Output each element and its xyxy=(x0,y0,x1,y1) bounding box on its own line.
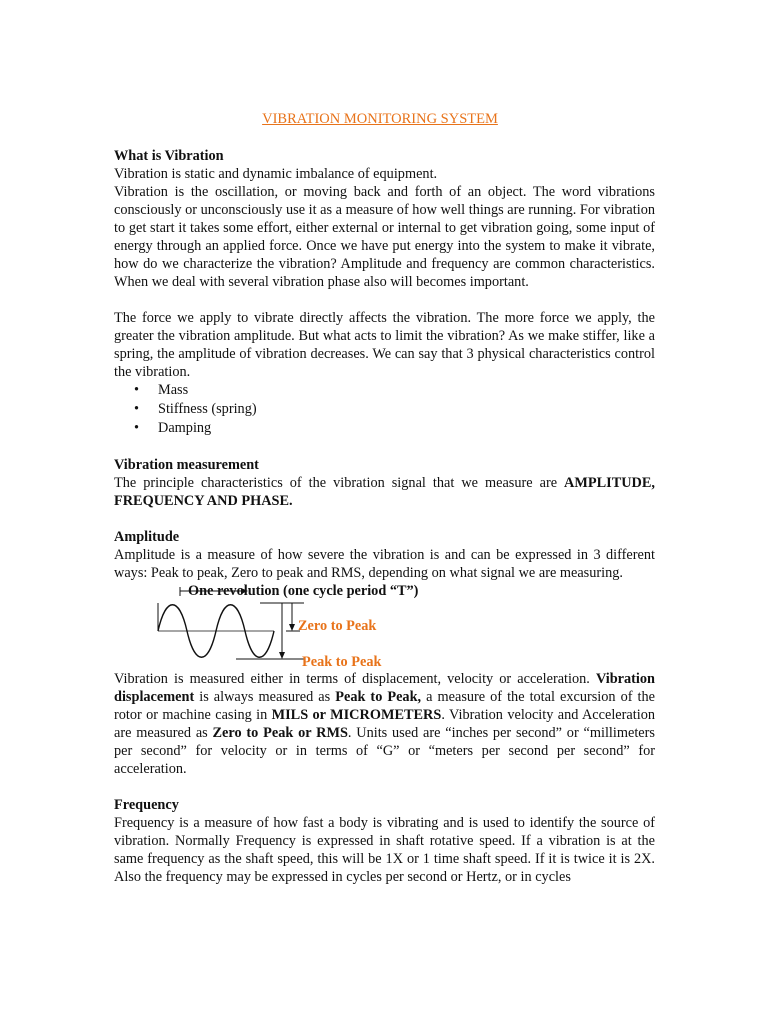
heading-frequency: Frequency xyxy=(114,797,179,813)
list-item: • Damping xyxy=(134,420,212,436)
zero-to-peak-arrowhead xyxy=(289,624,295,631)
amplitude-figure xyxy=(114,582,655,670)
list-item: • Mass xyxy=(134,382,189,398)
vibration-paragraph-1: Vibration is the oscillation, or moving back and forth of an object. The word vibrations consciously or unconsciously use it as a measure of how well things are running. For vibration to get start it takes some effort, either external or internal to get vibration going, some input of energy through an applied force. Once we have put energy into the system to make it vibrate, how do we characterize the vibration? Amplitude and frequency are common characteristics. When we deal with several vibration phase also will becomes important. xyxy=(114,184,655,290)
document-title: VIBRATION MONITORING SYSTEM xyxy=(262,111,498,127)
measurement-paragraph: The principle characteristics of the vibration signal that we measure are AMPLITUDE, FREQUENCY AND PHASE. xyxy=(114,475,655,509)
heading-amplitude: Amplitude xyxy=(114,529,180,545)
frequency-paragraph: Frequency is a measure of how fast a body is vibrating and is used to identify the source of vibration. Normally Frequency is expressed in shaft rotative speed. If a vibration is at the same frequency as the shaft speed, this will be 1X or 1 time shaft speed. If it is twice it is 2X. Also the frequency may be expressed in cycles per second or Hertz, or in cycles xyxy=(114,815,655,885)
bullet-icon: • xyxy=(134,420,140,436)
amplitude-paragraph: Amplitude is a measure of how severe the vibration is and can be expressed in 3 different ways: Peak to peak, Zero to peak and RMS, depending on what signal we are measuring. xyxy=(114,547,655,581)
heading-what-is-vibration: What is Vibration xyxy=(114,148,224,164)
peak-to-peak-label: Peak to Peak xyxy=(302,654,382,670)
figure-caption: One revolution (one cycle period “T”) xyxy=(188,583,419,599)
document-body xyxy=(114,147,655,886)
measurement-units-paragraph: Vibration is measured either in terms of displacement, velocity or acceleration. Vibration displacement is always measured as Peak to Peak, a measure of the total excursion of the rotor or machine casing in MILS or MICROMETERS. Vibration velocity and Acceleration are measured as Zero to Peak or RMS. Units used are “inches per second” or “millimeters per second” for velocity or in terms of “G” or “meters per second per second” for acceleration. xyxy=(114,671,655,777)
bullet-icon: • xyxy=(134,382,140,398)
heading-vibration-measurement: Vibration measurement xyxy=(114,457,259,473)
bullet-icon: • xyxy=(134,401,140,417)
measurement-bold-terms: AMPLITUDE, FREQUENCY AND PHASE. xyxy=(114,475,655,509)
peak-to-peak-arrowhead xyxy=(279,652,285,659)
zero-to-peak-label: Zero to Peak xyxy=(298,618,377,634)
vibration-paragraph-2: The force we apply to vibrate directly affects the vibration. The more force we apply, the greater the vibration amplitude. But what acts to limit the vibration? As we make stiffer, like a spring, the amplitude of vibration decreases. We can say that 3 physical characteristics control the vibration. xyxy=(114,310,655,380)
vibration-definition-line: Vibration is static and dynamic imbalance of equipment. xyxy=(114,166,438,182)
list-item: • Stiffness (spring) xyxy=(134,401,257,417)
characteristics-list xyxy=(114,381,655,438)
